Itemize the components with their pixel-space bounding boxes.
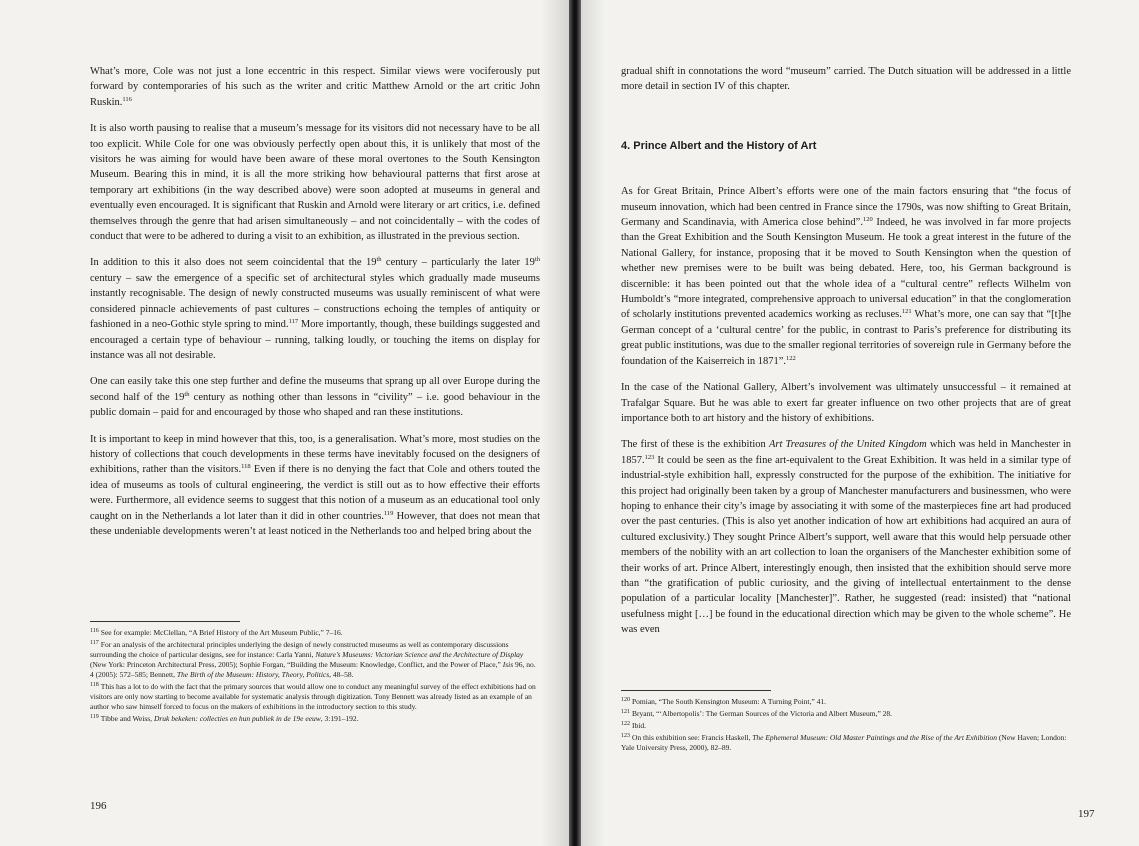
footnote <box>621 731 1071 753</box>
footnote <box>90 638 540 680</box>
footnote-text: For an analysis of the architectural principles underlying the design of newly constructed museums as well as contemporary discussions surrounding the choice of particular designs, see for instance: Carla Yanni, Nature’s Museums: Victorian Science and the Architecture of Display (New York: Princeton Architectural Press, 2005); Sophie Forgan, “Building the Museum: Knowledge, Conflict, and the Power of Place,” Isis 96, no. 4 (2005): 572–585; Bennett, The Birth of the Museum: History, Theory, Politics, 48–58. <box>90 640 536 679</box>
footnote-reference: 116 <box>122 95 132 103</box>
left-paragraph: It is important to keep in mind however that this, too, is a generalisation. What’s more, most studies on the history of collections that couch developments in these terms have inevitably focused on the designers of exhibitions, rather than the visitors.$^{118}$ Even if there is no denying the fact that Cole and others touted the idea of museums as tools of cultural engineering, the verdict is still out as to how effective their efforts were. Furthermore, all evidence seems to suggest that this notion of a museum as an educational tool only caught on in the Netherlands a lot later than it did in other countries.$^{119}$ However, that does not mean that these undeniable developments weren’t at least noticed in the Netherlands too and helped bring about the <box>90 433 540 537</box>
footnote-number: 119 <box>90 714 99 720</box>
footnote-text: This has a lot to do with the fact that the primary sources that would allow one to conduct any meaningful survey of the effect exhibitions had on visitors are only now starting to become available for systematic analysis through digitization. Tony Bennett was already listed as an example of an author who saw himself forced to focus on the makers of exhibitions in the introductory section to this study. <box>90 682 536 711</box>
left-paragraph: In addition to this it also does not seem coincidental that the 19th century – particularly the later 19th century – saw the emergence of a specific set of architectural styles which gradually made museums instantly recognisable. The design of newly constructed museums was usually reminiscent of what were considered pinnacle achievements of past cultures – constructions echoing the temples of antiquity or fashioned in a neo-Gothic style spring to mind.$^{117}$ More importantly, though, these buildings suggested and encouraged a certain type of behaviour – running, talking loudly, or touching the items on display for instance was all not desirable. <box>90 256 540 361</box>
footnote-reference: 117 <box>288 318 299 326</box>
italic-title: Art Treasures of the United Kingdom <box>768 439 927 451</box>
right-footnotes <box>621 690 1071 753</box>
footnote-text: On this exhibition see: Francis Haskell, The Ephemeral Museum: Old Master Paintings and the Rise of the Art Exhibition (New Haven; London: Yale University Press, 2000), 82–89. <box>621 733 1067 752</box>
right-page-number: 197 <box>1078 808 1095 820</box>
footnote-reference: th <box>184 390 190 398</box>
footnote-number: 116 <box>90 628 99 634</box>
right-paragraph: As for Great Britain, Prince Albert’s efforts were one of the main factors ensuring that “the focus of museum innovation, which had been centred in France since the 1790s, was now shifting to Great Britain, Germany and Scandinavia, with America close behind”.$^{120}$ Indeed, he was involved in far more projects than the Great Exhibition and the South Kensington Museum. He took a great interest in the future of the National Gallery, for instance, proposing that it be moved to South Kensington when the question of whether new premises were to be built was being debated. Here, too, his German background is discernible: it has been pointed out that the whole idea of a “cultural centre” reflects Wilhelm von Humboldt’s “more integrated, comprehensive approach to universal education” in that the conglomeration of scholarly institutions prevented academics working as recluses.$^{121}$ What’s more, one can say that “[t]he German concept of a ‘cultural centre’ for the public, in contrast to Paris’s preference for distributing its great public institutions, was due to the smaller regional territories of sovereign rule in Germany before the foundation of the Kaiserreich in 1871”.$^{122}$ <box>621 186 1071 367</box>
footnote-rule <box>621 690 771 691</box>
left-page-number: 196 <box>90 800 107 812</box>
footnote-reference: th <box>376 256 382 264</box>
footnote-text: Tibbe and Weiss, Druk bekeken: collecties en hun publiek in de 19e eeuw, 3:191–192. <box>100 714 359 723</box>
italic-title: Isis <box>502 660 514 669</box>
italic-title: The Birth of the Museum: History, Theory, Politics <box>176 670 330 679</box>
footnote <box>621 695 1071 707</box>
left-paragraph: What’s more, Cole was not just a lone eccentric in this respect. Similar views were vociferously put forward by contemporaries of his such as the writer and critic Matthew Arnold or the art critic John Ruskin.$^{116}$ <box>90 66 540 108</box>
right-lead-paragraph: gradual shift in connotations the word “museum” carried. The Dutch situation will be addressed in a little more detail in section IV of this chapter. <box>621 66 1071 93</box>
left-footnotes <box>90 621 540 724</box>
left-body-text <box>90 64 540 550</box>
right-paragraph: The first of these is the exhibition Art Treasures of the United Kingdom which was held in Manchester in 1857.$^{123}$ It could be seen as the fine art-equivalent to the Great Exhibition. It was held in a similar type of industrial-style exhibition hall, expressly constructed for the purpose of the exhibition. The initiative for this project had originally been taken by a group of Manchester manufacturers and businessmen, who were hoping to enhance their city’s image by associating it with some of the masterpieces fine art had produced over the past centuries. (This is also yet another indication of how art exhibitions had acquired an aura of cultured exclusivity.) They sought Prince Albert’s support, well aware that this would help persuade other members of the nobility with an art collection to loan the organisers of the Manchester exhibition some of their works of art. Prince Albert, interestingly enough, then insisted that the exhibition should serve more than “the gratification of public curiosity, and the giving of intellectual entertainment to the dense population of a particular locality [Manchester]”. Rather, he suggested (read: insisted) that “national usefulness might […] be found in the educational direction which may be given to the whole scheme”. He was even <box>621 439 1071 636</box>
left-paragraph: One can easily take this one step further and define the museums that sprang up all over Europe during the second half of the 19th century as nothing other than lessons in “civility” – i.e. good behaviour in the public domain – paid for and encouraged by those who shaped and ran these institutions. <box>90 376 540 419</box>
italic-title: Druk bekeken: collecties en hun publiek in de 19e eeuw <box>153 714 321 723</box>
footnote-reference: 118 <box>241 463 251 471</box>
footnote-text: Bryant, “‘Albertopolis’: The German Sources of the Victoria and Albert Museum,” 28. <box>632 709 893 718</box>
footnote-rule <box>90 621 240 622</box>
footnote-number: 118 <box>90 682 99 688</box>
footnote-number: 122 <box>621 721 630 727</box>
footnote <box>621 707 1071 719</box>
footnote-reference: 119 <box>383 509 394 517</box>
footnote-reference: 120 <box>862 216 873 224</box>
footnote-reference: 121 <box>901 308 912 316</box>
footnote-reference: 123 <box>644 453 655 461</box>
footnote <box>90 626 540 638</box>
footnote <box>90 712 540 724</box>
left-page <box>0 0 569 846</box>
footnote-number: 123 <box>621 733 630 739</box>
footnote-reference: 122 <box>786 354 796 362</box>
right-body-text <box>621 64 1071 649</box>
section-heading: 4. Prince Albert and the History of Art <box>621 139 817 152</box>
italic-title: The Ephemeral Museum: Old Master Paintings and the Rise of the Art Exhibition <box>752 733 998 742</box>
book-gutter <box>569 0 581 846</box>
footnote-reference: th <box>534 256 540 264</box>
left-paragraph: It is also worth pausing to realise that a museum’s message for its visitors did not necessary have to be all too explicit. While Cole for one was obviously perfectly open about this, it is unlikely that most of the visitors he was aiming for would have been aware of these moral overtones to the South Kensington Museum. Bearing this in mind, it is all the more striking how behavioural patterns that first arose at temporary art exhibitions (in the way described above) were soon adopted at museums in general and eventually even encouraged. It is significant that Ruskin and Arnold were literary or art critics, i.e. defined themselves through the genre that had arisen simultaneously – and not coincidentally – with the codes of conduct that were to be adhered to during a visit to an exhibition, as illustrated in the previous section. <box>90 123 540 243</box>
footnote-number: 117 <box>90 640 99 646</box>
right-paragraph: In the case of the National Gallery, Albert’s involvement was ultimately unsuccessful – it remained at Trafalgar Square. But he was able to exert far greater influence on two other projects that are of great importance both to art history and the history of exhibitions. <box>621 382 1071 424</box>
footnote-text: Pomian, “The South Kensington Museum: A Turning Point,” 41. <box>632 697 826 706</box>
footnote <box>621 719 1071 731</box>
footnote-number: 121 <box>621 709 630 715</box>
footnote-text: See for example: McClellan, “A Brief History of the Art Museum Public,” 7–16. <box>100 628 343 637</box>
footnote-number: 120 <box>621 697 630 703</box>
footnote-text: Ibid. <box>632 721 646 730</box>
right-page <box>581 0 1139 846</box>
footnote <box>90 680 540 712</box>
italic-title: Nature’s Museums: Victorian Science and the Architecture of Display <box>315 650 524 659</box>
